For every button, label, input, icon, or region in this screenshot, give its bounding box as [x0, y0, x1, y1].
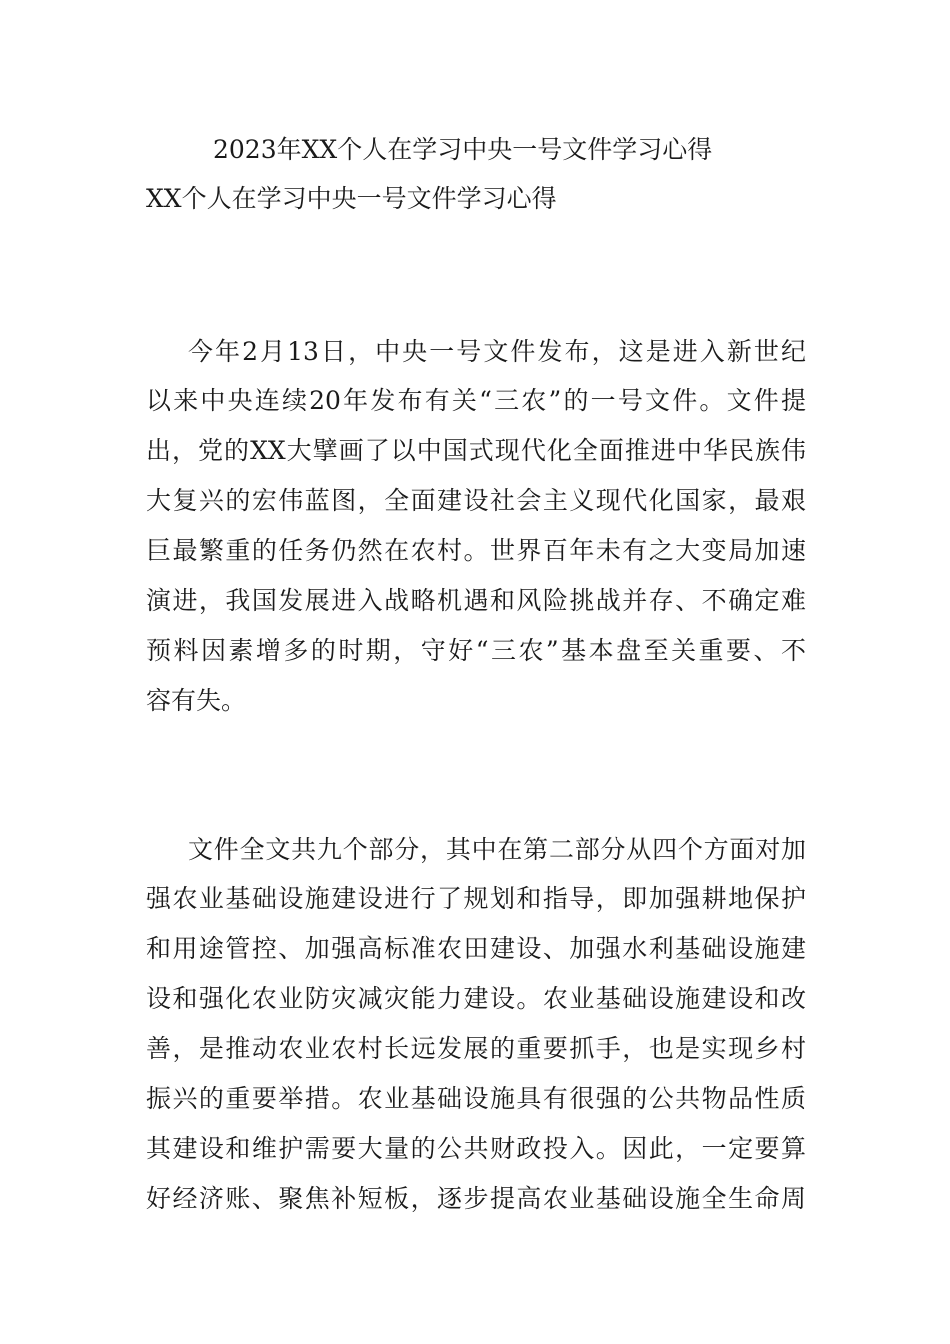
paragraph-line: 其建设和维护需要大量的公共财政投入。因此，一定要算	[146, 1134, 806, 1163]
paragraph-line: 出，党的XX大擘画了以中国式现代化全面推进中华民族伟	[146, 436, 806, 465]
paragraph-line: 振兴的重要举措。农业基础设施具有很强的公共物品性质	[146, 1084, 806, 1113]
document-title: 2023年XX个人在学习中央一号文件学习心得	[213, 135, 713, 164]
paragraph-line: 以来中央连续20年发布有关“三农”的一号文件。文件提	[146, 386, 806, 415]
document-subtitle: XX个人在学习中央一号文件学习心得	[146, 184, 557, 213]
paragraph-line: 巨最繁重的任务仍然在农村。世界百年未有之大变局加速	[146, 536, 806, 565]
paragraph-line: 好经济账、聚焦补短板，逐步提高农业基础设施全生命周	[146, 1184, 806, 1213]
paragraph-line: 文件全文共九个部分，其中在第二部分从四个方面对加	[188, 835, 806, 864]
paragraph-line: 善，是推动农业农村长远发展的重要抓手，也是实现乡村	[146, 1034, 806, 1063]
paragraph-line: 大复兴的宏伟蓝图，全面建设社会主义现代化国家，最艰	[146, 486, 806, 515]
paragraph-line: 容有失。	[146, 686, 247, 715]
paragraph-line: 和用途管控、加强高标准农田建设、加强水利基础设施建	[146, 934, 806, 963]
paragraph-line: 预料因素增多的时期，守好“三农”基本盘至关重要、不	[146, 636, 806, 665]
paragraph-line: 演进，我国发展进入战略机遇和风险挑战并存、不确定难	[146, 586, 806, 615]
paragraph-line: 今年2月13日，中央一号文件发布，这是进入新世纪	[188, 337, 806, 366]
paragraph-line: 设和强化农业防灾减灾能力建设。农业基础设施建设和改	[146, 984, 806, 1013]
paragraph-line: 强农业基础设施建设进行了规划和指导，即加强耕地保护	[146, 884, 806, 913]
